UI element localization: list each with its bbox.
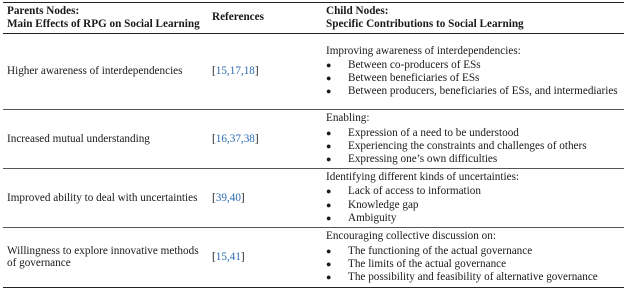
references-cell <box>208 227 322 287</box>
reference-link[interactable]: 40 <box>229 191 241 204</box>
ref-bracket-close: ] <box>240 250 245 263</box>
header-parent-line1: Parents Nodes: <box>7 5 80 17</box>
list-item <box>326 185 620 198</box>
list-item-text: Between co-producers of ESs <box>348 59 481 72</box>
reference-link[interactable]: 37 <box>229 132 241 145</box>
child-node-cell <box>322 34 624 110</box>
reference-link[interactable]: 15 <box>215 65 227 78</box>
list-item <box>326 59 620 72</box>
list-item-text: The functioning of the actual governance <box>348 244 533 257</box>
list-item <box>326 140 620 153</box>
bullet-icon: ● <box>326 127 332 138</box>
list-item <box>326 271 620 284</box>
ref-separator: , <box>226 65 230 78</box>
list-item <box>326 258 620 271</box>
header-parent-nodes <box>3 3 208 34</box>
bullet-icon: ● <box>326 272 332 283</box>
child-node-cell <box>322 110 624 169</box>
child-node-intro: Encouraging collective discussion on: <box>326 230 496 243</box>
list-item-text: Knowledge gap <box>348 198 419 211</box>
child-node-intro: Improving awareness of interdependencies: <box>326 44 521 57</box>
list-item-text: The limits of the actual governance <box>348 258 507 270</box>
list-item <box>326 85 620 98</box>
child-node-list <box>326 127 620 168</box>
reference-link[interactable]: 16 <box>215 132 227 145</box>
list-item <box>326 127 620 140</box>
child-node-list <box>326 245 620 286</box>
social-learning-table <box>3 2 624 288</box>
bullet-icon: ● <box>326 73 332 84</box>
parent-node-cell: Improved ability to deal with uncertainties <box>3 168 208 227</box>
list-item-text: Between beneficiaries of ESs <box>348 72 480 85</box>
ref-separator: , <box>240 65 244 78</box>
list-item <box>326 72 620 85</box>
list-item-text: Lack of access to information <box>348 185 481 198</box>
ref-separator: , <box>226 132 230 145</box>
table-body <box>3 34 624 288</box>
bullet-icon: ● <box>326 212 332 223</box>
header-child-line1: Child Nodes: <box>326 5 389 17</box>
list-item-text: Experiencing the constraints and challenges of others <box>348 139 587 152</box>
table-row <box>3 168 624 227</box>
child-node-cell <box>322 168 624 227</box>
list-item <box>326 212 620 225</box>
parent-node-cell: Higher awareness of interdependencies <box>3 34 208 110</box>
ref-bracket-close: ] <box>240 191 245 204</box>
reference-link[interactable]: 18 <box>243 65 255 78</box>
ref-bracket-open: [ <box>212 191 216 204</box>
reference-link[interactable]: 17 <box>229 65 241 78</box>
ref-bracket-open: [ <box>212 65 216 78</box>
list-item-text: The possibility and feasibility of alternative governance <box>348 271 598 284</box>
parent-node-cell: Increased mutual understanding <box>3 110 208 169</box>
references-cell <box>208 34 322 110</box>
table-row <box>3 227 624 287</box>
child-node-intro: Enabling: <box>326 112 370 124</box>
ref-bracket-open: [ <box>212 132 216 145</box>
table-row <box>3 110 624 169</box>
reference-link[interactable]: 38 <box>243 132 255 145</box>
parent-node-cell: Willingness to explore innovative methods of governance <box>3 227 208 287</box>
bullet-icon: ● <box>326 245 332 256</box>
reference-link[interactable]: 41 <box>229 250 241 263</box>
header-references: References <box>208 3 322 34</box>
table-row <box>3 34 624 110</box>
ref-separator: , <box>226 191 230 204</box>
ref-separator: , <box>240 132 244 145</box>
references-cell <box>208 168 322 227</box>
references-cell <box>208 110 322 169</box>
reference-link[interactable]: 15 <box>215 250 227 263</box>
bullet-icon: ● <box>326 186 332 197</box>
ref-bracket-close: ] <box>254 65 259 78</box>
header-child-nodes <box>322 3 624 34</box>
ref-separator: , <box>226 250 230 263</box>
bullet-icon: ● <box>326 60 332 71</box>
child-node-intro: Identifying different kinds of uncertainties: <box>326 170 520 183</box>
bullet-icon: ● <box>326 259 332 269</box>
list-item-text: Expressing one’s own difficulties <box>348 152 498 165</box>
list-item <box>326 245 620 258</box>
bullet-icon: ● <box>326 140 332 151</box>
ref-bracket-close: ] <box>254 132 259 145</box>
list-item <box>326 153 620 166</box>
list-item <box>326 199 620 212</box>
header-parent-line2: Main Effects of RPG on Social Learning <box>7 17 200 30</box>
child-node-list <box>326 185 620 226</box>
bullet-icon: ● <box>326 86 332 97</box>
reference-link[interactable]: 39 <box>215 191 227 204</box>
list-item-text: Between producers, beneficiaries of ESs, and intermediaries <box>348 85 618 98</box>
bullet-icon: ● <box>326 199 332 210</box>
header-row <box>3 3 624 34</box>
list-item-text: Expression of a need to be understood <box>348 126 519 139</box>
child-node-list <box>326 59 620 100</box>
header-child-line2: Specific Contributions to Social Learning <box>326 17 524 30</box>
child-node-cell <box>322 227 624 287</box>
bullet-icon: ● <box>326 153 332 164</box>
ref-bracket-open: [ <box>212 250 216 263</box>
list-item-text: Ambiguity <box>348 211 397 224</box>
